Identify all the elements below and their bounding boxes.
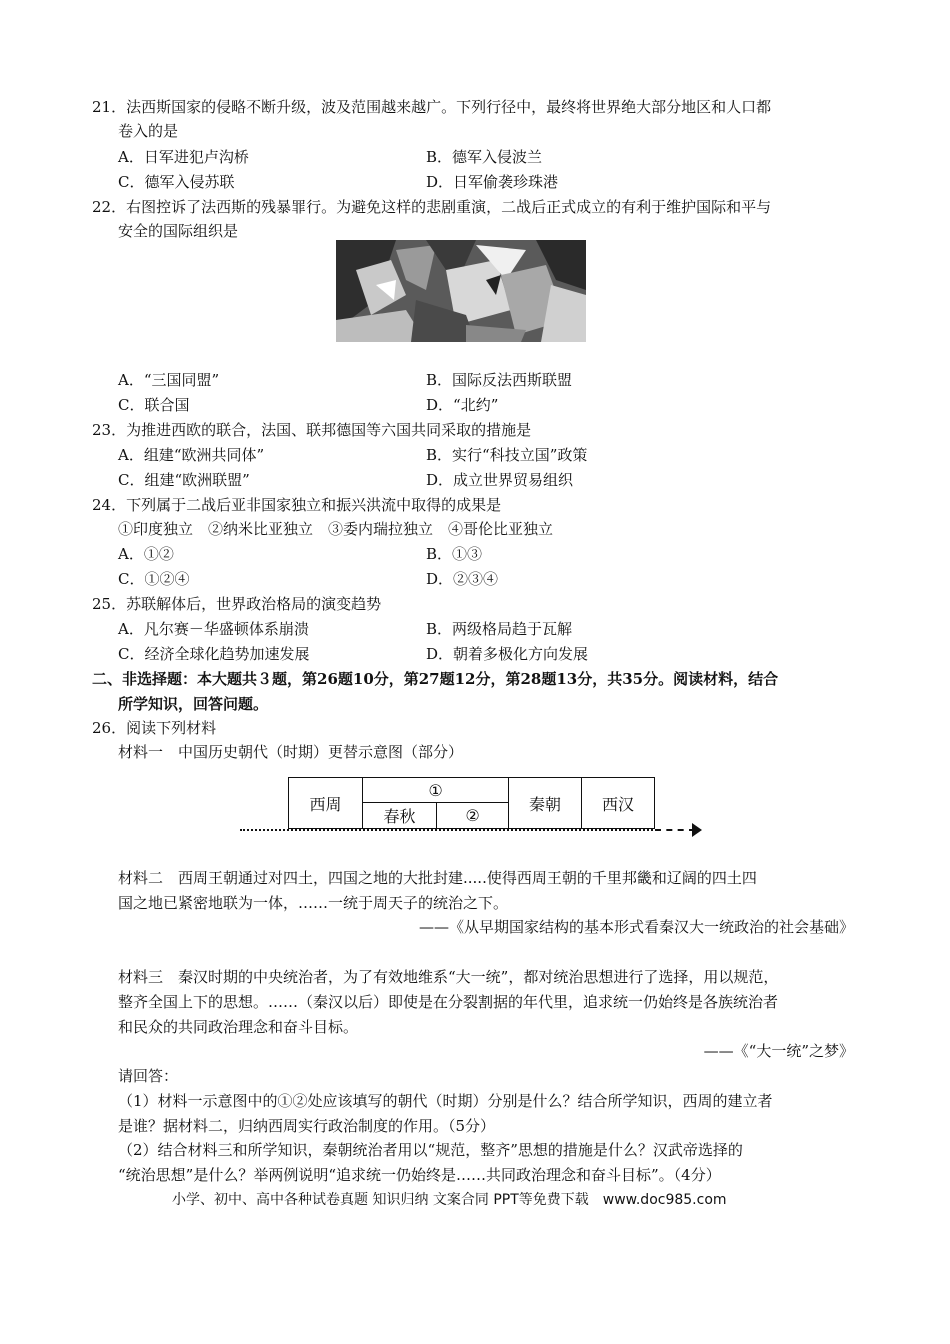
q21-stem-line2: 卷入的是 — [118, 122, 179, 140]
q25-option-b: B．两级格局趋于瓦解 — [426, 620, 573, 638]
q23-option-a: A．组建“欧洲共同体” — [118, 446, 265, 464]
timeline-arrow-icon — [692, 823, 702, 837]
dynasty-timeline-diagram — [240, 777, 710, 835]
q26-material2-line2: 国之地已紧密地联为一体，……一统于周天子的统治之下。 — [118, 894, 509, 912]
q23-option-d: D．成立世界贸易组织 — [426, 471, 574, 489]
q25-option-d: D．朝着多极化方向发展 — [426, 645, 589, 663]
timeline-dotted-line — [240, 829, 660, 831]
q24-stem: 24．下列属于二战后亚非国家独立和振兴洪流中取得的成果是 — [92, 496, 502, 514]
q26-part2-line1: （2）结合材料三和所学知识，秦朝统治者用以“规范，整齐”思想的措施是什么？汉武帝选择的 — [118, 1141, 743, 1159]
q21-option-c: C．德军入侵苏联 — [118, 173, 235, 191]
q22-option-d: D．“北约” — [426, 396, 499, 414]
q26-stem: 26．阅读下列材料 — [92, 719, 217, 737]
q24-option-a: A．①② — [118, 545, 174, 563]
q24-items: ①印度独立 ②纳米比亚独立 ③委内瑞拉独立 ④哥伦比亚独立 — [118, 520, 554, 538]
q22-option-c: C．联合国 — [118, 396, 190, 414]
q26-material3-source: ——《“大一统”之梦》 — [703, 1042, 854, 1060]
timeline-blank-1: ① — [362, 777, 509, 803]
q22-stem-line2: 安全的国际组织是 — [118, 222, 239, 240]
q21-option-d: D．日军偷袭珍珠港 — [426, 173, 559, 191]
q26-part1-line1: （1）材料一示意图中的①②处应该填写的朝代（时期）分别是什么？结合所学知识，西周的建立者 — [118, 1092, 773, 1110]
q24-option-c: C．①②④ — [118, 570, 190, 588]
q23-stem: 23．为推进西欧的联合，法国、联邦德国等六国共同采取的措施是 — [92, 421, 532, 439]
timeline-xihan: 西汉 — [581, 777, 655, 829]
timeline-xizhou: 西周 — [288, 777, 363, 829]
q26-material3-line2: 整齐全国上下的思想。……（秦汉以后）即使是在分裂割据的年代里，追求统一仍始终是各族统治者 — [118, 993, 779, 1011]
timeline-blank-2: ② — [436, 802, 509, 829]
q23-option-c: C．组建“欧洲联盟” — [118, 471, 250, 489]
q22-stem-line1: 22．右图控诉了法西斯的残暴罪行。为避免这样的悲剧重演，二战后正式成立的有利于维护国际和平与 — [92, 198, 772, 216]
q24-option-b: B．①③ — [426, 545, 483, 563]
q21-option-b: B．德军入侵波兰 — [426, 148, 543, 166]
timeline-arrow-line — [655, 829, 695, 831]
q26-material3-line3: 和民众的共同政治理念和奋斗目标。 — [118, 1018, 359, 1036]
page-footer: 小学、初中、高中各种试卷真题 知识归纳 文案合同 PPT等免费下载 www.doc985.com — [172, 1192, 727, 1208]
q25-option-a: A．凡尔赛－华盛顿体系崩溃 — [118, 620, 309, 638]
q25-option-c: C．经济全球化趋势加速发展 — [118, 645, 310, 663]
q26-material2-line1: 材料二 西周王朝通过对四土，四国之地的大批封建.....使得西周王朝的千里邦畿和辽阔的四土四 — [118, 869, 757, 887]
q26-material2-source: ——《从早期国家结构的基本形式看秦汉大一统政治的社会基础》 — [418, 918, 854, 936]
q26-part2-line2: “统治思想”是什么？举两例说明“追求统一仍始终是……共同政治理念和奋斗目标”。（4分） — [118, 1166, 721, 1184]
timeline-qin: 秦朝 — [508, 777, 582, 829]
q23-option-b: B．实行“科技立国”政策 — [426, 446, 588, 464]
timeline-chunqiu: 春秋 — [362, 802, 437, 829]
q22-option-b: B．国际反法西斯联盟 — [426, 371, 573, 389]
guernica-painting-image — [336, 240, 586, 342]
q26-part1-line2: 是谁？据材料二，归纳西周实行政治制度的作用。（5分） — [118, 1117, 496, 1135]
q25-stem: 25．苏联解体后，世界政治格局的演变趋势 — [92, 595, 382, 613]
section2-heading-line2: 所学知识，回答问题。 — [118, 695, 269, 713]
q22-option-a: A．“三国同盟” — [118, 371, 220, 389]
q21-option-a: A．日军进犯卢沟桥 — [118, 148, 249, 166]
q26-material1-title: 材料一 中国历史朝代（时期）更替示意图（部分） — [118, 743, 464, 761]
q26-material3-line1: 材料三 秦汉时期的中央统治者，为了有效地维系“大一统”，都对统治思想进行了选择，用以规范， — [118, 968, 779, 986]
q26-ask: 请回答： — [118, 1067, 179, 1085]
q24-option-d: D．②③④ — [426, 570, 499, 588]
section2-heading-line1: 二、非选择题：本大题共３题，第26题10分，第27题12分，第28题13分，共35分。阅读材料，结合 — [92, 670, 779, 688]
q21-stem-line1: 21．法西斯国家的侵略不断升级，波及范围越来越广。下列行径中，最终将世界绝大部分地区和人口都 — [92, 98, 772, 116]
